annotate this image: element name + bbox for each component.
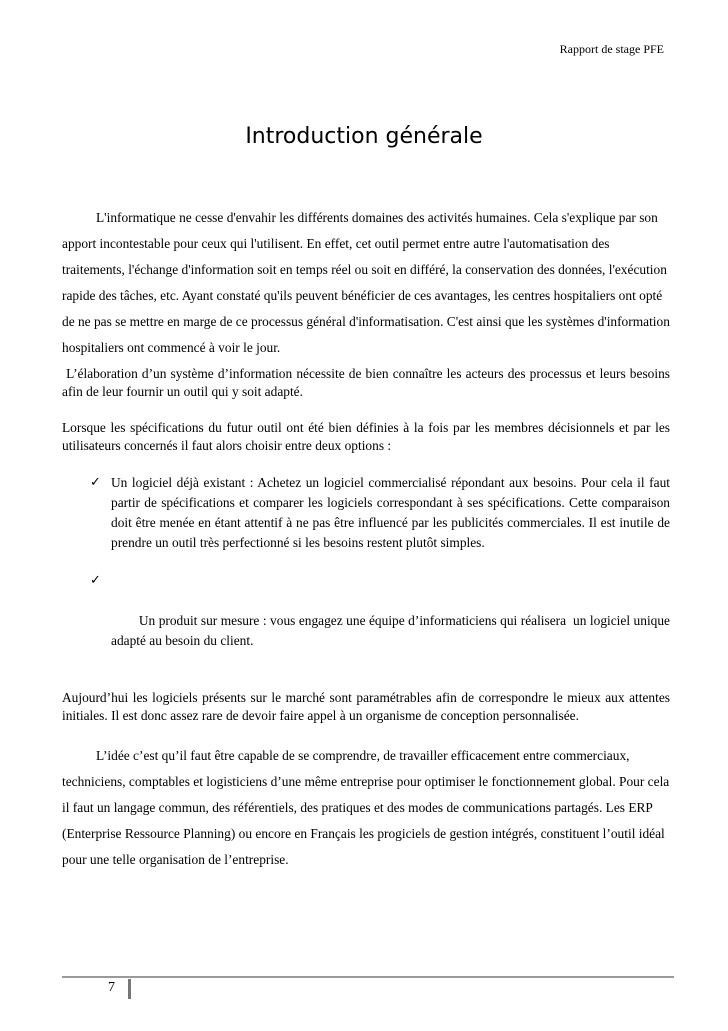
option-text: Un logiciel déjà existant : Achetez un logiciel commercialisé répondant aux besoins. Pour cela il faut partir de spécifications et comparer les logiciels correspondant à ses spécifications. Cette comparaison doit être menée en étant attentif à ne pas être influencé par les publicités commerciales. Il est inutile de prendre un outil très perfectionné si les besoins restent plutôt simples. — [111, 475, 670, 550]
paragraph-intro — [62, 205, 670, 361]
document-body — [62, 205, 674, 873]
check-icon: ✓ — [90, 573, 101, 588]
page-title: Introduction générale — [245, 124, 483, 149]
page-number: 7 — [108, 980, 115, 995]
footer-accent-bar — [128, 979, 131, 999]
option-text: Un produit sur mesure : vous engagez une équipe d’informaticiens qui réalisera un logiciel unique adapté au besoin du client. — [111, 613, 674, 648]
list-item — [62, 473, 670, 553]
running-header: Rapport de stage PFE — [559, 42, 664, 56]
paragraph-market: Aujourd’hui les logiciels présents sur le marché sont paramétrables afin de correspondre le mieux aux attentes initiales. Il est donc assez rare de devoir faire appel à un organisme de conception personnalisée. — [62, 690, 670, 723]
check-icon: ✓ — [90, 475, 101, 490]
footer-divider — [62, 976, 674, 978]
options-list — [62, 473, 674, 671]
paragraph-specifications: Lorsque les spécifications du futur outil ont été bien définies à la fois par les membres décisionnels et par les utilisateurs concernés il faut alors choisir entre deux options : — [62, 420, 670, 453]
paragraph-elaboration: L’élaboration d’un système d’information nécessite de bien connaître les acteurs des processus et leurs besoins afin de leur fournir un outil qui y soit adapté. — [62, 366, 674, 399]
paragraph-erp-text: L’idée c’est qu’il faut être capable de se comprendre, de travailler efficacement entre commerciaux, techniciens, comptables et logisticiens d’une même entreprise pour optimiser le fonctionnement global. Pour cela il faut un langage commun, des référentiels, des pratiques et des modes de communications partagés. Les ERP (Enterprise Ressource Planning) ou encore en Français les progiciels de gestion intégrés, constituent l’outil idéal pour une telle organisation de l’entreprise. — [62, 748, 670, 867]
list-item — [62, 571, 674, 671]
paragraph-erp — [62, 743, 670, 873]
paragraph-intro-text: L'informatique ne cesse d'envahir les différents domaines des activités humaines. Cela s'explique par son apport incontestable pour ceux qui l'utilisent. En effet, cet outil permet entre autre l'automatisation des traitements, l'échange d'information soit en temps réel ou soit en différé, la conservation des données, l'exécution rapide des tâches, etc. Ayant constaté qu'ils peuvent bénéficier de ces avantages, les centres hospitaliers ont opté de ne pas se mettre en marge de ce processus général d'informatisation. C'est ainsi que les systèmes d'information hospitaliers ont commencé à voir le jour. — [62, 210, 670, 355]
